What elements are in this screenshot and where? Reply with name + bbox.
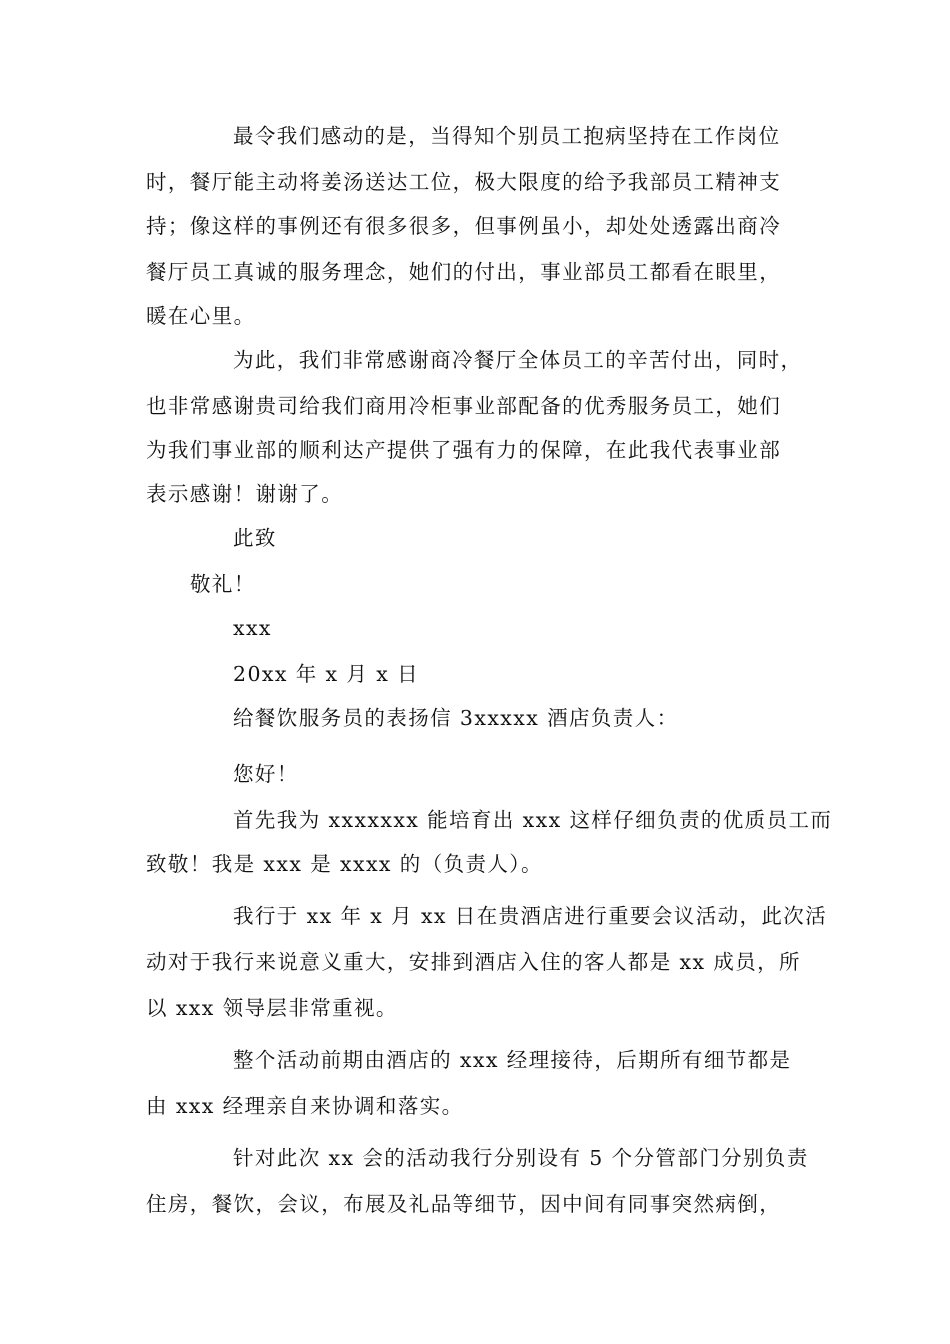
date-line: 20xx 年 x 月 x 日 [233,662,420,686]
text-line: 动对于我行来说意义重大，安排到酒店入住的客人都是 xx 成员，所 [146,950,801,974]
greeting-line: 您好！ [233,762,299,786]
text-line: 首先我为 xxxxxxx 能培育出 xxx 这样仔细负责的优质员工而 [233,808,833,832]
text-line: 针对此次 xx 会的活动我行分别设有 5 个分管部门分别负责 [233,1146,809,1170]
closing-line: 此致 [233,526,277,550]
text-line: 以 xxx 领导层非常重视。 [146,996,398,1020]
text-line: 整个活动前期由酒店的 xxx 经理接待，后期所有细节都是 [233,1048,792,1072]
salutation-line: 敬礼！ [190,572,256,596]
text-line: 住房，餐饮，会议，布展及礼品等细节，因中间有同事突然病倒， [146,1192,782,1216]
signature-line: xxx [233,616,272,640]
section-title: 给餐饮服务员的表扬信 3xxxxx 酒店负责人： [233,706,679,730]
text-line: 致敬！我是 xxx 是 xxxx 的（负责人）。 [146,852,543,876]
text-line: 表示感谢！谢谢了。 [146,482,344,506]
text-line: 也非常感谢贵司给我们商用冷柜事业部配备的优秀服务员工，她们 [146,394,782,418]
text-line: 由 xxx 经理亲自来协调和落实。 [146,1094,464,1118]
text-line: 暖在心里。 [146,304,256,328]
text-line: 时，餐厅能主动将姜汤送达工位，极大限度的给予我部员工精神支 [146,170,782,194]
text-line: 为此，我们非常感谢商冷餐厅全体员工的辛苦付出，同时， [233,348,803,372]
text-line: 为我们事业部的顺利达产提供了强有力的保障，在此我代表事业部 [146,438,782,462]
text-line: 我行于 xx 年 x 月 xx 日在贵酒店进行重要会议活动，此次活 [233,904,828,928]
text-line: 餐厅员工真诚的服务理念，她们的付出，事业部员工都看在眼里， [146,260,782,284]
text-line: 最令我们感动的是，当得知个别员工抱病坚持在工作岗位 [233,124,781,148]
text-line: 持；像这样的事例还有很多很多，但事例虽小，却处处透露出商冷 [146,214,782,238]
